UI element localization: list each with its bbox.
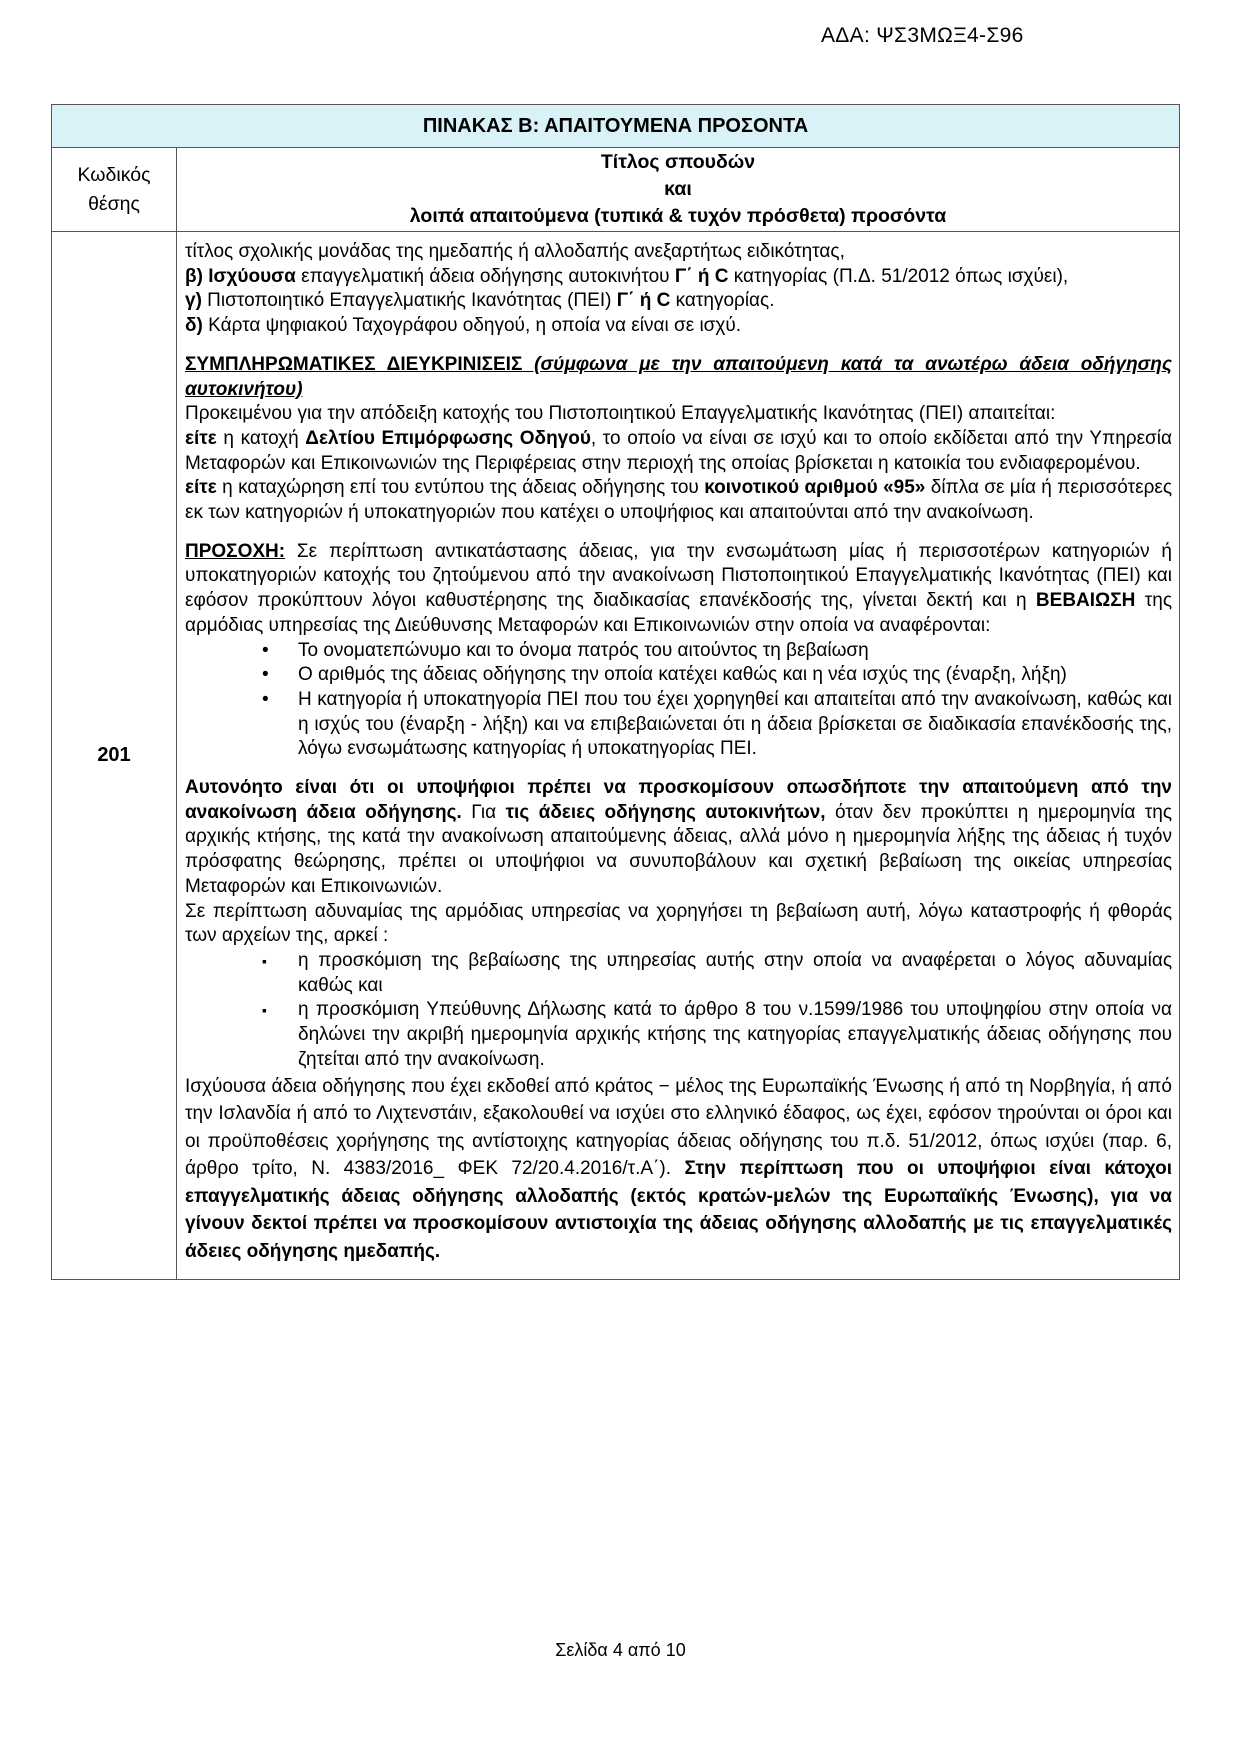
obvious-bold2: τις άδειες οδήγησης αυτοκινήτων,: [505, 801, 826, 823]
item-b-label: β): [185, 265, 203, 287]
item-c: [185, 289, 1172, 314]
list-item-text: η προσκόμιση Υπεύθυνης Δήλωσης κατά το άρθρο 8 του ν.1599/1986 του υποψηφίου στην οποία να δηλώνει την ακριβή ημερομηνία αρχικής κτήσης της κατηγορίας επαγγελματικής άδειας οδήγησης που ζητείται από την ανακοίνωση.: [298, 999, 1172, 1070]
attention-text2: της αρμόδιας υπηρεσίας της Διεύθυνσης Μεταφορών και Επικοινωνιών στην οποία να αναφέρονται:: [185, 590, 1172, 636]
requirements-table: [51, 104, 1180, 1280]
supplementary-heading-note: (σύμφωνα με την απαιτούμενη κατά τα ανωτέρω άδεια οδήγησης αυτοκινήτου): [185, 353, 1173, 400]
page-number: Σελίδα 4 από 10: [555, 1640, 686, 1660]
eu-license-paragraph: [185, 1073, 1172, 1266]
supplementary-heading-title: ΣΥΜΠΛΗΡΩΜΑΤΙΚΕΣ ΔΙΕΥΚΡΙΝΙΣΕΙΣ: [185, 353, 523, 375]
ada-code: ΑΔΑ: ΨΣ3ΜΩΞ4-Σ96: [821, 24, 1024, 47]
item-c-label: γ): [185, 290, 202, 312]
either-option-2-label: είτε: [185, 477, 217, 499]
bullet-icon: •: [262, 664, 269, 686]
bullet-icon: •: [262, 688, 269, 710]
item-d-label: δ): [185, 315, 203, 337]
obvious-text2: όταν δεν προκύπτει η ημερομηνία της αρχικής κτήσης, της κατά την ανακοίνωση απαιτούμενης άδειας, αλλά μόνο η ημερομηνία λήξης της άδειας ή τυχόν πρόσφατης θεώρησης, πρέπει οι υποψήφιοι να συνυποβάλουν και σχετική βεβαίωση της οικείας υπηρεσίας Μεταφορών και Επικοινωνιών.: [185, 801, 1173, 897]
table-title: ΠΙΝΑΚΑΣ Β: ΑΠΑΙΤΟΥΜΕΝΑ ΠΡΟΣΟΝΤΑ: [52, 105, 1180, 148]
list-item-text: Ο αριθμός της άδειας οδήγησης την οποία κατέχει καθώς και η νέα ισχύς της (έναρξη, λήξη): [298, 664, 1067, 686]
either-option-2: [185, 476, 1172, 525]
paragraph-school-title: τίτλος σχολικής μονάδας της ημεδαπής ή αλλοδαπής ανεξαρτήτως ειδικότητας,: [185, 241, 845, 262]
item-b-text1: επαγγελματική άδεια οδήγησης αυτοκινήτου: [295, 265, 675, 287]
list-item-text: Το ονοματεπώνυμο και το όνομα πατρός του αιτούντος τη βεβαίωση: [298, 639, 869, 661]
square-bullet-icon: ▪: [262, 952, 267, 969]
column-header-title: [177, 148, 1180, 232]
either-option-1-doc: Δελτίου Επιμόρφωσης Οδηγού: [305, 427, 591, 449]
either-option-2-text2: δίπλα σε μία ή περισσότερες εκ των κατηγοριών ή υποκατηγοριών που κατέχει ο υποψήφιος και απαιτούνται από την ανακοίνωση.: [185, 477, 1173, 524]
either-option-1-label: είτε: [185, 427, 217, 449]
column-header-code-line2: θέσης: [88, 192, 140, 215]
attention-list: [185, 639, 1172, 763]
inability-paragraph: Σε περίπτωση αδυναμίας της αρμόδιας υπηρεσίας να χορηγήσει τη βεβαίωση αυτή, λόγω καταστροφής ή φθοράς των αρχείων της, αρκεί :: [185, 900, 1172, 947]
item-d-text: Κάρτα ψηφιακού Ταχογράφου οδηγού, η οποία να είναι σε ισχύ.: [202, 315, 742, 337]
column-header-code-line1: Κωδικός: [77, 163, 151, 186]
list-item-text: Η κατηγορία ή υποκατηγορία ΠΕΙ που του έχει χορηγηθεί και απαιτείται από την ανακοίνωση, καθώς και η ισχύς του (έναρξη - λήξη) και να επιβεβαιώνεται ότι η άδεια βρίσκεται σε διαδικασία επανέκδοσής της, λόγω ενσωμάτωσης κατηγορίας ή υποκατηγορίας ΠΕΙ.: [298, 688, 1172, 760]
either-option-2-code: κοινοτικού αριθμού «95»: [704, 477, 926, 499]
either-option-2-text1: η καταχώρηση επί του εντύπου της άδειας οδήγησης του: [216, 477, 705, 499]
list-item: [185, 949, 1172, 998]
item-c-text1: Πιστοποιητικό Επαγγελματικής Ικανότητας (ΠΕΙ): [201, 290, 617, 312]
either-option-1-text2: , το οποίο να είναι σε ισχύ και το οποίο εκδίδεται από την Υπηρεσία Μεταφορών και Επικοινωνιών της Περιφέρειας στην περιοχή της οποίας βρίσκεται η κατοικία του ενδιαφερομένου.: [185, 427, 1172, 474]
pei-intro: Προκειμένου για την απόδειξη κατοχής του Πιστοποιητικού Επαγγελματικής Ικανότητας (ΠΕΙ) απαιτείται:: [185, 403, 1056, 425]
requirements-text: [177, 232, 1180, 1280]
list-item-text: η προσκόμιση της βεβαίωσης της υπηρεσίας αυτής στην οποία να αναφέρεται ο λόγος αδυναμίας καθώς και: [298, 949, 1172, 996]
item-d: [185, 314, 1172, 339]
item-b-bold: Ισχύουσα: [208, 265, 296, 287]
either-option-1-text1: η κατοχή: [216, 427, 306, 449]
column-header-code: [52, 148, 177, 232]
supplementary-heading: [185, 353, 1172, 402]
eu-license-text: Ισχύουσα άδεια οδήγησης που έχει εκδοθεί από κράτος − μέλος της Ευρωπαϊκής Ένωσης ή από τη Νορβηγία, ή από την Ισλανδία ή από το Λιχτενστάιν, εξακολουθεί να ισχύει στο ελληνικό έδαφος, ως έχει, εφόσον τηρούνται οι όροι και οι προϋποθέσεις χορήγησης της αντίστοιχης κατηγορίας άδειας οδήγησης του π.δ. 51/2012, όπως ισχύει (παρ. 6, άρθρο τρίτο, Ν. 4383/2016_ ΦΕΚ 72/20.4.2016/τ.Α΄).: [185, 1075, 1172, 1179]
square-bullet-icon: ▪: [262, 1002, 267, 1019]
list-item: [185, 688, 1172, 762]
list-item: [185, 639, 1172, 664]
item-b-category: Γ΄ ή C: [674, 265, 729, 287]
item-b-text2: κατηγορίας (Π.Δ. 51/2012 όπως ισχύει),: [728, 265, 1069, 287]
position-code: 201: [52, 232, 177, 1280]
obvious-bold: Αυτονόητο είναι ότι οι υποψήφιοι πρέπει να προσκομίσουν οπωσδήποτε την απαιτούμενη από την ανακοίνωση άδεια οδήγησης.: [185, 777, 1172, 823]
column-header-title-line2: και: [664, 178, 692, 200]
obvious-paragraph: [185, 776, 1172, 900]
attention-paragraph: [185, 540, 1172, 639]
item-c-category: Γ΄ ή C: [616, 290, 671, 312]
list-item: [185, 663, 1172, 688]
attention-label: ΠΡΟΣΟΧΗ:: [185, 540, 286, 562]
either-option-1: [185, 427, 1172, 476]
column-header-title-line3: λοιπά απαιτούμενα (τυπικά & τυχόν πρόσθετα) προσόντα: [409, 205, 947, 227]
bullet-icon: •: [262, 639, 269, 661]
column-header-title-line1: Τίτλος σπουδών: [600, 151, 756, 173]
list-item: [185, 998, 1172, 1072]
item-b: [185, 265, 1172, 290]
attention-text1: Σε περίπτωση αντικατάστασης άδειας, για την ενσωμάτωση μίας ή περισσοτέρων κατηγοριών ή υποκατηγοριών κατοχής του ζητούμενου από την ανακοίνωση Πιστοποιητικού Επαγγελματικής Ικανότητας (ΠΕΙ) και εφόσον προκύπτουν λόγοι καθυστέρησης της διαδικασίας επανέκδοσής της, γίνεται δεκτή και η: [185, 540, 1172, 612]
item-c-text2: κατηγορίας.: [670, 290, 775, 312]
eu-license-bold: Στην περίπτωση που οι υποψήφιοι είναι κάτοχοι επαγγελματικής άδειας οδήγησης αλλοδαπής (εκτός κρατών-μελών της Ευρωπαϊκής Ένωσης), για να γίνουν δεκτοί πρέπει να προσκομίσουν αντιστοιχία της άδειας οδήγησης αλλοδαπής με τις επαγγελματικές άδειες οδήγησης ημεδαπής.: [185, 1158, 1172, 1262]
inability-list: [185, 949, 1172, 1073]
obvious-text1: Για: [461, 801, 506, 823]
attention-certificate: ΒΕΒΑΙΩΣΗ: [1035, 590, 1136, 612]
